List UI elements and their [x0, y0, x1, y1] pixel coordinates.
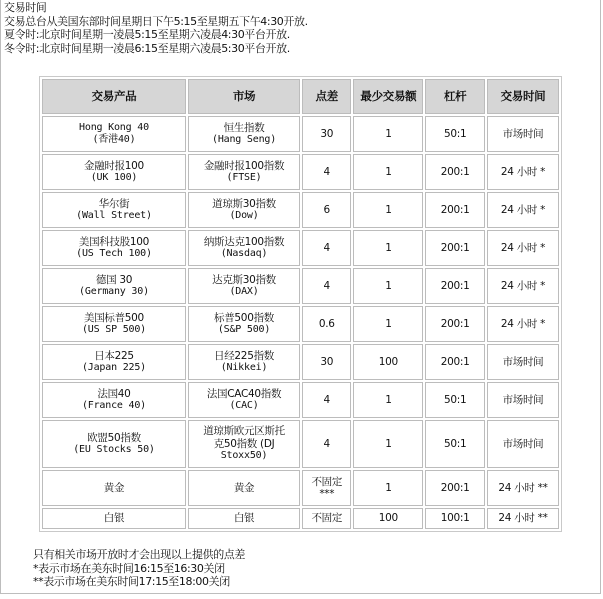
cell-market: 道琼斯30指数 (Dow) — [188, 192, 300, 228]
cell-market: 达克斯30指数 (DAX) — [188, 268, 300, 304]
cell-leverage: 100:1 — [425, 508, 485, 529]
table-row — [42, 508, 559, 529]
cell-spread: 4 — [302, 268, 351, 304]
table-row — [42, 116, 559, 152]
table-row — [42, 306, 559, 342]
cell-product: 华尔街 (Wall Street) — [42, 192, 186, 228]
cell-min-lot: 1 — [353, 116, 423, 152]
cell-min-lot: 1 — [353, 382, 423, 418]
table-row — [42, 230, 559, 266]
footnote-double-star: **表示市场在美东时间17:15至18:00关闭 — [33, 575, 230, 588]
cell-product: 美国标普500 (US SP 500) — [42, 306, 186, 342]
table-row — [42, 382, 559, 418]
cell-spread: 6 — [302, 192, 351, 228]
cell-min-lot: 1 — [353, 268, 423, 304]
trading-hours-intro — [4, 1, 594, 55]
cell-leverage: 200:1 — [425, 154, 485, 190]
header-min-lot: 最少交易额 — [353, 79, 423, 114]
cell-spread: 4 — [302, 154, 351, 190]
header-hours: 交易时间 — [487, 79, 559, 114]
cell-product: 德国 30 (Germany 30) — [42, 268, 186, 304]
header-spread: 点差 — [302, 79, 351, 114]
index-spec-table — [39, 76, 562, 532]
cell-min-lot: 1 — [353, 192, 423, 228]
header-leverage: 杠杆 — [425, 79, 485, 114]
cell-product: 美国科技股100 (US Tech 100) — [42, 230, 186, 266]
table-row — [42, 344, 559, 380]
cell-min-lot: 100 — [353, 344, 423, 380]
footnote-spread: 只有相关市场开放时才会出现以上提供的点差 — [33, 548, 245, 561]
cell-leverage: 200:1 — [425, 344, 485, 380]
intro-line-winter: 冬令时:北京时间星期一凌晨6:15至星期六凌晨5:30平台开放. — [4, 41, 290, 55]
cell-product: 法国40 (France 40) — [42, 382, 186, 418]
cell-min-lot: 100 — [353, 508, 423, 529]
cell-market: 恒生指数 (Hang Seng) — [188, 116, 300, 152]
cell-min-lot: 1 — [353, 306, 423, 342]
table-row — [42, 268, 559, 304]
cell-market: 纳斯达克100指数 (Nasdaq) — [188, 230, 300, 266]
cell-min-lot: 1 — [353, 470, 423, 506]
cell-hours: 市场时间 — [487, 382, 559, 418]
cell-market: 日经225指数 (Nikkei) — [188, 344, 300, 380]
cell-spread: 4 — [302, 382, 351, 418]
cell-market: 黄金 — [188, 470, 300, 506]
cell-min-lot: 1 — [353, 230, 423, 266]
cell-spread: 不固定 *** — [302, 470, 351, 506]
cell-product: 欧盟50指数 (EU Stocks 50) — [42, 420, 186, 468]
header-market: 市场 — [188, 79, 300, 114]
cell-spread: 不固定 — [302, 508, 351, 529]
cell-hours: 市场时间 — [487, 420, 559, 468]
header-product: 交易产品 — [42, 79, 186, 114]
cell-hours: 24 小时 * — [487, 192, 559, 228]
cell-leverage: 200:1 — [425, 470, 485, 506]
cell-hours: 24 小时 ** — [487, 508, 559, 529]
cell-market: 白银 — [188, 508, 300, 529]
cell-min-lot: 1 — [353, 154, 423, 190]
intro-line-summer: 夏令时:北京时间星期一凌晨5:15至星期六凌晨4:30平台开放. — [4, 28, 290, 41]
frame-border-right — [600, 0, 601, 594]
cell-leverage: 200:1 — [425, 230, 485, 266]
cell-market: 道琼斯欧元区斯托 克50指数 (DJ Stoxx50) — [188, 420, 300, 468]
cell-hours: 24 小时 * — [487, 268, 559, 304]
footnotes — [33, 548, 245, 589]
cell-leverage: 50:1 — [425, 116, 485, 152]
cell-market: 法国CAC40指数 (CAC) — [188, 382, 300, 418]
cell-leverage: 200:1 — [425, 268, 485, 304]
cell-hours: 24 小时 ** — [487, 470, 559, 506]
cell-market: 金融时报100指数 (FTSE) — [188, 154, 300, 190]
cell-leverage: 200:1 — [425, 192, 485, 228]
cell-product: 白银 — [42, 508, 186, 529]
cell-leverage: 50:1 — [425, 382, 485, 418]
footnote-single-star: *表示市场在美东时间16:15至16:30关闭 — [33, 561, 225, 575]
table-header-row — [42, 79, 559, 114]
intro-title: 交易时间 — [4, 1, 47, 14]
cell-hours: 24 小时 * — [487, 230, 559, 266]
cell-product: 金融时报100 (UK 100) — [42, 154, 186, 190]
cell-spread: 30 — [302, 344, 351, 380]
cell-product: Hong Kong 40 (香港40) — [42, 116, 186, 152]
cell-leverage: 200:1 — [425, 306, 485, 342]
table-row — [42, 420, 559, 468]
cell-market: 标普500指数 (S&P 500) — [188, 306, 300, 342]
cell-spread: 30 — [302, 116, 351, 152]
intro-line-total: 交易总台从美国东部时间星期日下午5:15至星期五下午4:30开放. — [4, 14, 308, 28]
table-row — [42, 154, 559, 190]
frame-border-bottom — [0, 593, 601, 594]
cell-product: 日本225 (Japan 225) — [42, 344, 186, 380]
frame-border-left — [0, 0, 1, 594]
cell-leverage: 50:1 — [425, 420, 485, 468]
cell-spread: 0.6 — [302, 306, 351, 342]
cell-spread: 4 — [302, 420, 351, 468]
cell-spread: 4 — [302, 230, 351, 266]
cell-hours: 24 小时 * — [487, 154, 559, 190]
table-row — [42, 470, 559, 506]
table-row — [42, 192, 559, 228]
cell-min-lot: 1 — [353, 420, 423, 468]
cell-hours: 市场时间 — [487, 116, 559, 152]
cell-hours: 市场时间 — [487, 344, 559, 380]
cell-hours: 24 小时 * — [487, 306, 559, 342]
cell-product: 黄金 — [42, 470, 186, 506]
